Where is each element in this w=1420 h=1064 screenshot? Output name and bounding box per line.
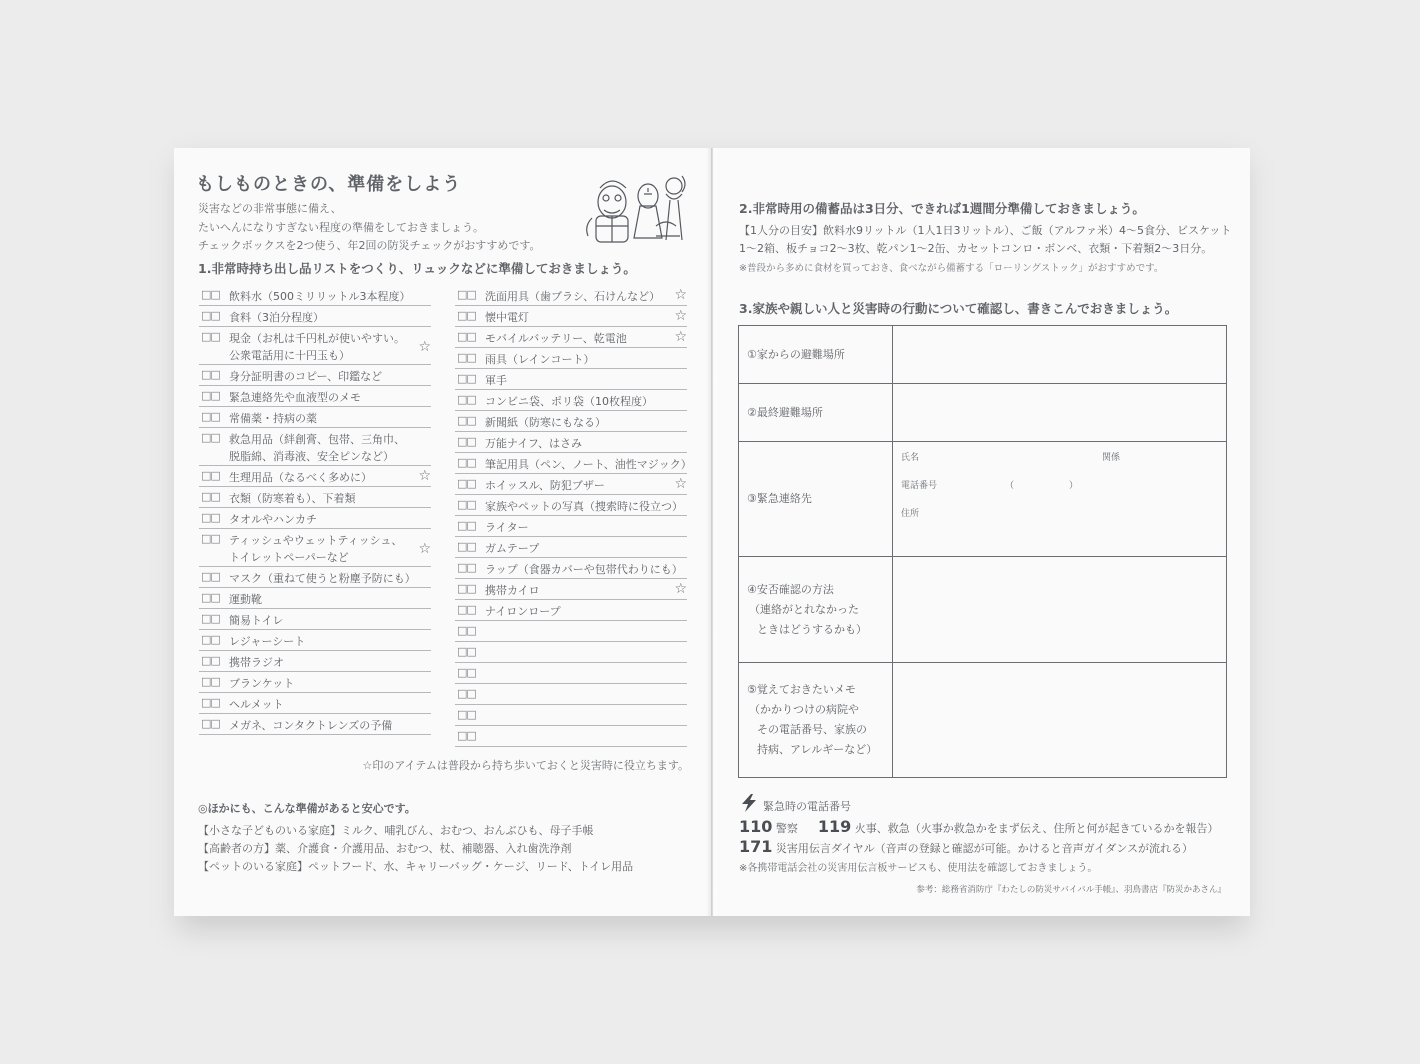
address-label: 住所	[901, 509, 920, 519]
checklist-item-label: マスク（重ねて使うと粉塵予防にも）	[229, 572, 416, 585]
lightning-icon	[739, 793, 759, 813]
checklist-item	[199, 508, 431, 529]
checklist-item-label: 簡易トイレ	[229, 614, 284, 627]
checkbox-pair[interactable]: □□	[201, 288, 220, 301]
table-row	[739, 326, 1226, 384]
table-row	[739, 442, 1226, 557]
row-label-safety-check	[739, 557, 893, 662]
checkbox-pair[interactable]: □□	[457, 498, 476, 511]
fire-number: 119	[817, 817, 852, 836]
checklist-item-label: ライター	[485, 521, 529, 534]
emergency-line-1	[739, 817, 1218, 836]
checklist-item-label: 懐中電灯	[485, 311, 529, 324]
checklist-item	[199, 285, 431, 306]
checkbox-pair[interactable]: □□	[457, 645, 476, 658]
emergency-numbers-title: 緊急時の電話番号	[763, 800, 851, 813]
checklist-item	[199, 693, 431, 714]
star-icon: ☆	[674, 581, 687, 597]
checklist-item-label: 食料（3泊分程度）	[229, 311, 324, 324]
checkbox-pair[interactable]: □□	[457, 603, 476, 616]
safety-check-sub-1: （連絡がとれなかった	[749, 602, 859, 616]
checkbox-pair[interactable]: □□	[457, 393, 476, 406]
checklist-item	[199, 609, 431, 630]
checklist-item-label: コンビニ袋、ポリ袋（10枚程度）	[485, 395, 653, 408]
checklist-item	[455, 453, 692, 474]
checkbox-pair[interactable]: □□	[201, 532, 220, 545]
checkbox-pair[interactable]: □□	[201, 717, 220, 730]
page-title: もしものときの、準備をしよう	[196, 174, 462, 195]
checklist-item	[199, 487, 431, 508]
checklist-item	[455, 726, 687, 747]
checkbox-pair[interactable]: □□	[457, 288, 476, 301]
checklist-item	[199, 672, 431, 693]
disaster-dial-number: 171	[739, 837, 773, 856]
checklist-item	[199, 327, 431, 365]
checklist-item	[455, 537, 687, 558]
family-illustration-icon	[582, 166, 694, 250]
checklist-item-label: 現金（お札は千円札が使いやすい。 公衆電話用に十円玉も）	[229, 332, 405, 362]
checklist-item-label: ナイロンロープ	[485, 605, 561, 618]
checkbox-pair[interactable]: □□	[201, 490, 220, 503]
final-evacuation-field[interactable]	[893, 384, 1226, 441]
memo-sub-3: 持病、アレルギーなど）	[757, 743, 878, 756]
checkbox-pair[interactable]: □□	[201, 633, 220, 646]
checklist-item	[455, 621, 687, 642]
mobile-board-note: ※各携帯電話会社の災害用伝言板サービスも、使用法を確認しておきましょう。	[739, 863, 1098, 874]
table-row	[739, 384, 1226, 442]
safety-check-field[interactable]	[893, 557, 1226, 662]
checklist-item	[455, 600, 687, 621]
checkbox-pair[interactable]: □□	[201, 591, 220, 604]
star-icon: ☆	[674, 476, 687, 492]
checklist-item	[199, 529, 431, 567]
stock-guide-line-2: 1〜2箱、板チョコ2〜3枚、乾パン1〜2缶、カセットコンロ・ボンベ、衣類・下着類2〜3日分。	[739, 242, 1213, 255]
checklist-item-label: 万能ナイフ、はさみ	[485, 437, 583, 450]
row-label-emergency-contact: ③緊急連絡先	[739, 442, 893, 556]
star-icon: ☆	[674, 329, 687, 345]
checklist-item-label: 携帯カイロ	[485, 584, 540, 597]
other-prep-heading: ◎ほかにも、こんな準備があると安心です。	[198, 802, 416, 815]
checklist-item-label: ティッシュやウェットティッシュ、 トイレットペーパーなど	[229, 534, 403, 564]
checklist-item	[455, 369, 687, 390]
checklist-item-label: 救急用品（絆創膏、包帯、三角巾、 脱脂綿、消毒液、安全ピンなど）	[229, 433, 405, 463]
checklist-item-label: 家族やペットの写真（捜索時に役立つ）	[485, 500, 683, 513]
checklist-item	[199, 588, 431, 609]
checklist-item-label: 身分証明書のコピー、印鑑など	[229, 370, 383, 383]
action-plan-table	[738, 325, 1227, 778]
checklist-item-label: 衣類（防寒着も）、下着類	[229, 492, 356, 505]
checklist-item	[455, 432, 687, 453]
checkbox-pair[interactable]: □□	[201, 330, 220, 343]
safety-check-title: ④安否確認の方法	[747, 582, 834, 596]
checkbox-pair[interactable]: □□	[201, 469, 220, 482]
checkbox-pair[interactable]: □□	[457, 624, 476, 637]
checkbox-pair[interactable]: □□	[201, 696, 220, 709]
row-label-memo	[739, 663, 893, 777]
checkbox-pair[interactable]: □□	[201, 511, 220, 524]
memo-title: ⑤覚えておきたいメモ	[747, 683, 856, 696]
memo-sub-1: （かかりつけの病院や	[749, 703, 859, 716]
checklist-item	[199, 567, 431, 588]
checkbox-pair[interactable]: □□	[201, 410, 220, 423]
section-3-heading: 3.家族や親しい人と災害時の行動について確認し、書きこんでおきましょう。	[739, 301, 1178, 316]
intro-line-2: たいへんになりすぎない程度の準備をしておきましょう。	[198, 221, 484, 234]
checklist-item-label: 軍手	[485, 374, 507, 387]
checklist-item-label: ガムテープ	[485, 542, 540, 555]
checklist-item	[455, 663, 687, 684]
relation-label: 関係	[1102, 453, 1121, 463]
star-icon: ☆	[418, 468, 431, 484]
checkbox-pair[interactable]: □□	[457, 561, 476, 574]
checklist-item	[455, 285, 687, 306]
checklist-item	[199, 407, 431, 428]
checkbox-pair[interactable]: □□	[457, 435, 476, 448]
star-note: ☆印のアイテムは普段から持ち歩いておくと災害時に役立ちます。	[362, 759, 689, 772]
star-icon: ☆	[674, 287, 687, 303]
checkbox-pair[interactable]: □□	[201, 431, 220, 444]
rolling-stock-note: ※普段から多めに食材を買っておき、食べながら備蓄する「ローリングストック」がおすすめです。	[739, 263, 1164, 274]
checklist-item	[199, 630, 431, 651]
star-icon: ☆	[674, 308, 687, 324]
checklist-item-label: メガネ、コンタクトレンズの予備	[229, 719, 393, 732]
checkbox-pair[interactable]: □□	[457, 729, 476, 742]
paren-open: （	[1005, 481, 1015, 491]
checkbox-pair[interactable]: □□	[457, 582, 476, 595]
checkbox-pair[interactable]: □□	[457, 330, 476, 343]
checklist-item	[199, 365, 431, 386]
phone-label: 電話番号	[901, 481, 938, 491]
intro-line-1: 災害などの非常事態に備え、	[198, 202, 342, 215]
evacuation-home-field[interactable]	[893, 326, 1226, 383]
table-row	[739, 557, 1226, 663]
checkbox-pair[interactable]: □□	[457, 666, 476, 679]
checklist-item	[455, 348, 687, 369]
section-1-heading: 1.非常時持ち出し品リストをつくり、リュックなどに準備しておきましょう。	[198, 261, 636, 276]
emergency-line-2	[739, 837, 1193, 856]
star-icon: ☆	[418, 339, 431, 355]
fire-label: 火事、救急（火事か救急かをまず伝え、住所と何が起きているかを報告）	[851, 822, 1219, 835]
checkbox-pair[interactable]: □□	[457, 477, 476, 490]
checklist-item-label: 生理用品（なるべく多めに）	[229, 471, 372, 484]
checklist-item	[199, 651, 431, 672]
checklist-item	[199, 428, 431, 466]
checklist-item-label: ホイッスル、防犯ブザー	[485, 479, 605, 492]
checklist-item	[455, 642, 687, 663]
memo-field[interactable]	[893, 663, 1226, 777]
checklist-item	[455, 516, 687, 537]
checklist-item-label: モバイルバッテリー、乾電池	[485, 332, 627, 345]
memo-sub-2: その電話番号、家族の	[757, 723, 867, 736]
checkbox-pair[interactable]: □□	[201, 612, 220, 625]
checklist-item	[455, 411, 687, 432]
checklist-item-label: 雨具（レインコート）	[485, 353, 595, 366]
checklist-item	[455, 495, 687, 516]
checklist-item-label: タオルやハンカチ	[229, 513, 317, 526]
police-number: 110	[739, 817, 773, 836]
checklist-item-label: 洗面用具（歯ブラシ、石けんなど）	[485, 290, 661, 303]
checklist-item	[199, 386, 431, 407]
police-label: 警察	[772, 822, 798, 835]
other-prep-children: 【小さな子どものいる家庭】ミルク、哺乳びん、おむつ、おんぶひも、母子手帳	[198, 824, 594, 837]
checkbox-pair[interactable]: □□	[457, 351, 476, 364]
left-page	[174, 148, 712, 916]
checklist-item-label: 運動靴	[229, 593, 262, 606]
emergency-contact-field[interactable]	[893, 442, 1226, 556]
checklist-item-label: ヘルメット	[229, 698, 284, 711]
checkbox-pair[interactable]: □□	[457, 309, 476, 322]
checkbox-pair[interactable]: □□	[201, 368, 220, 381]
checkbox-pair[interactable]: □□	[201, 675, 220, 688]
checklist-column-2	[455, 285, 692, 747]
name-label: 氏名	[901, 453, 920, 463]
table-row	[739, 663, 1226, 777]
disaster-dial-label: 災害用伝言ダイヤル（音声の登録と確認が可能。かけると音声ガイダンスが流れる）	[772, 842, 1194, 855]
checkbox-pair[interactable]: □□	[457, 708, 476, 721]
checklist-item-label: レジャーシート	[229, 635, 306, 648]
checkbox-pair[interactable]: □□	[457, 414, 476, 427]
checklist-item	[199, 714, 431, 735]
checklist-item-label: 常備薬・持病の薬	[229, 412, 317, 425]
checklist-item	[455, 474, 687, 495]
checkbox-pair[interactable]: □□	[457, 519, 476, 532]
checklist-item-label: ラップ（食器カバーや包帯代わりにも）	[485, 563, 683, 576]
checklist-item	[455, 306, 687, 327]
checklist-item	[455, 684, 687, 705]
stock-guide-line-1: 【1人分の目安】飲料水9リットル（1人1日3リットル）、ご飯（アルファ米）4〜5食分、ビスケット	[739, 224, 1232, 237]
checklist-item-label: 新聞紙（防寒にもなる）	[485, 416, 606, 429]
other-prep-elderly: 【高齢者の方】薬、介護食・介護用品、おむつ、杖、補聴器、入れ歯洗浄剤	[198, 842, 572, 855]
checklist-item	[455, 705, 687, 726]
checklist-column-1	[199, 285, 431, 735]
star-icon: ☆	[418, 541, 431, 557]
checklist-item-label: ブランケット	[229, 677, 295, 690]
checklist-item	[455, 579, 687, 600]
intro-line-3: チェックボックスを2つ使う、年2回の防災チェックがおすすめです。	[198, 239, 541, 252]
checklist-item	[455, 558, 687, 579]
book-spine	[706, 148, 720, 916]
checkbox-pair[interactable]: □□	[457, 540, 476, 553]
checkbox-pair[interactable]: □□	[201, 654, 220, 667]
checkbox-pair[interactable]: □□	[201, 309, 220, 322]
checklist-item	[199, 466, 431, 487]
checklist-item	[455, 327, 687, 348]
checklist-item	[199, 306, 431, 327]
checkbox-pair[interactable]: □□	[457, 687, 476, 700]
checklist-item-label: 携帯ラジオ	[229, 656, 284, 669]
checklist-item-label: 飲料水（500ミリリットル3本程度）	[229, 290, 411, 303]
checklist-item	[455, 390, 687, 411]
other-prep-pets: 【ペットのいる家庭】ペットフード、水、キャリーバッグ・ケージ、リード、トイレ用品	[198, 860, 634, 873]
section-2-heading: 2.非常時用の備蓄品は3日分、できれば1週間分準備しておきましょう。	[739, 201, 1145, 216]
checkbox-pair[interactable]: □□	[201, 570, 220, 583]
reference-note: 参考：総務省消防庁『わたしの防災サバイバル手帳』、羽鳥書店『防災かあさん』	[916, 885, 1226, 895]
safety-check-sub-2: ときはどうするかも）	[757, 622, 867, 636]
checkbox-pair[interactable]: □□	[457, 372, 476, 385]
row-label-evacuation-home: ①家からの避難場所	[739, 326, 893, 383]
checkbox-pair[interactable]: □□	[457, 456, 476, 469]
checkbox-pair[interactable]: □□	[201, 389, 220, 402]
row-label-final-evacuation: ②最終避難場所	[739, 384, 893, 441]
checklist-item-label: 緊急連絡先や血液型のメモ	[229, 391, 361, 404]
right-page	[712, 148, 1250, 916]
paren-close: ）	[1069, 481, 1079, 491]
checklist-item-label: 筆記用具（ペン、ノート、油性マジック）	[485, 458, 692, 471]
